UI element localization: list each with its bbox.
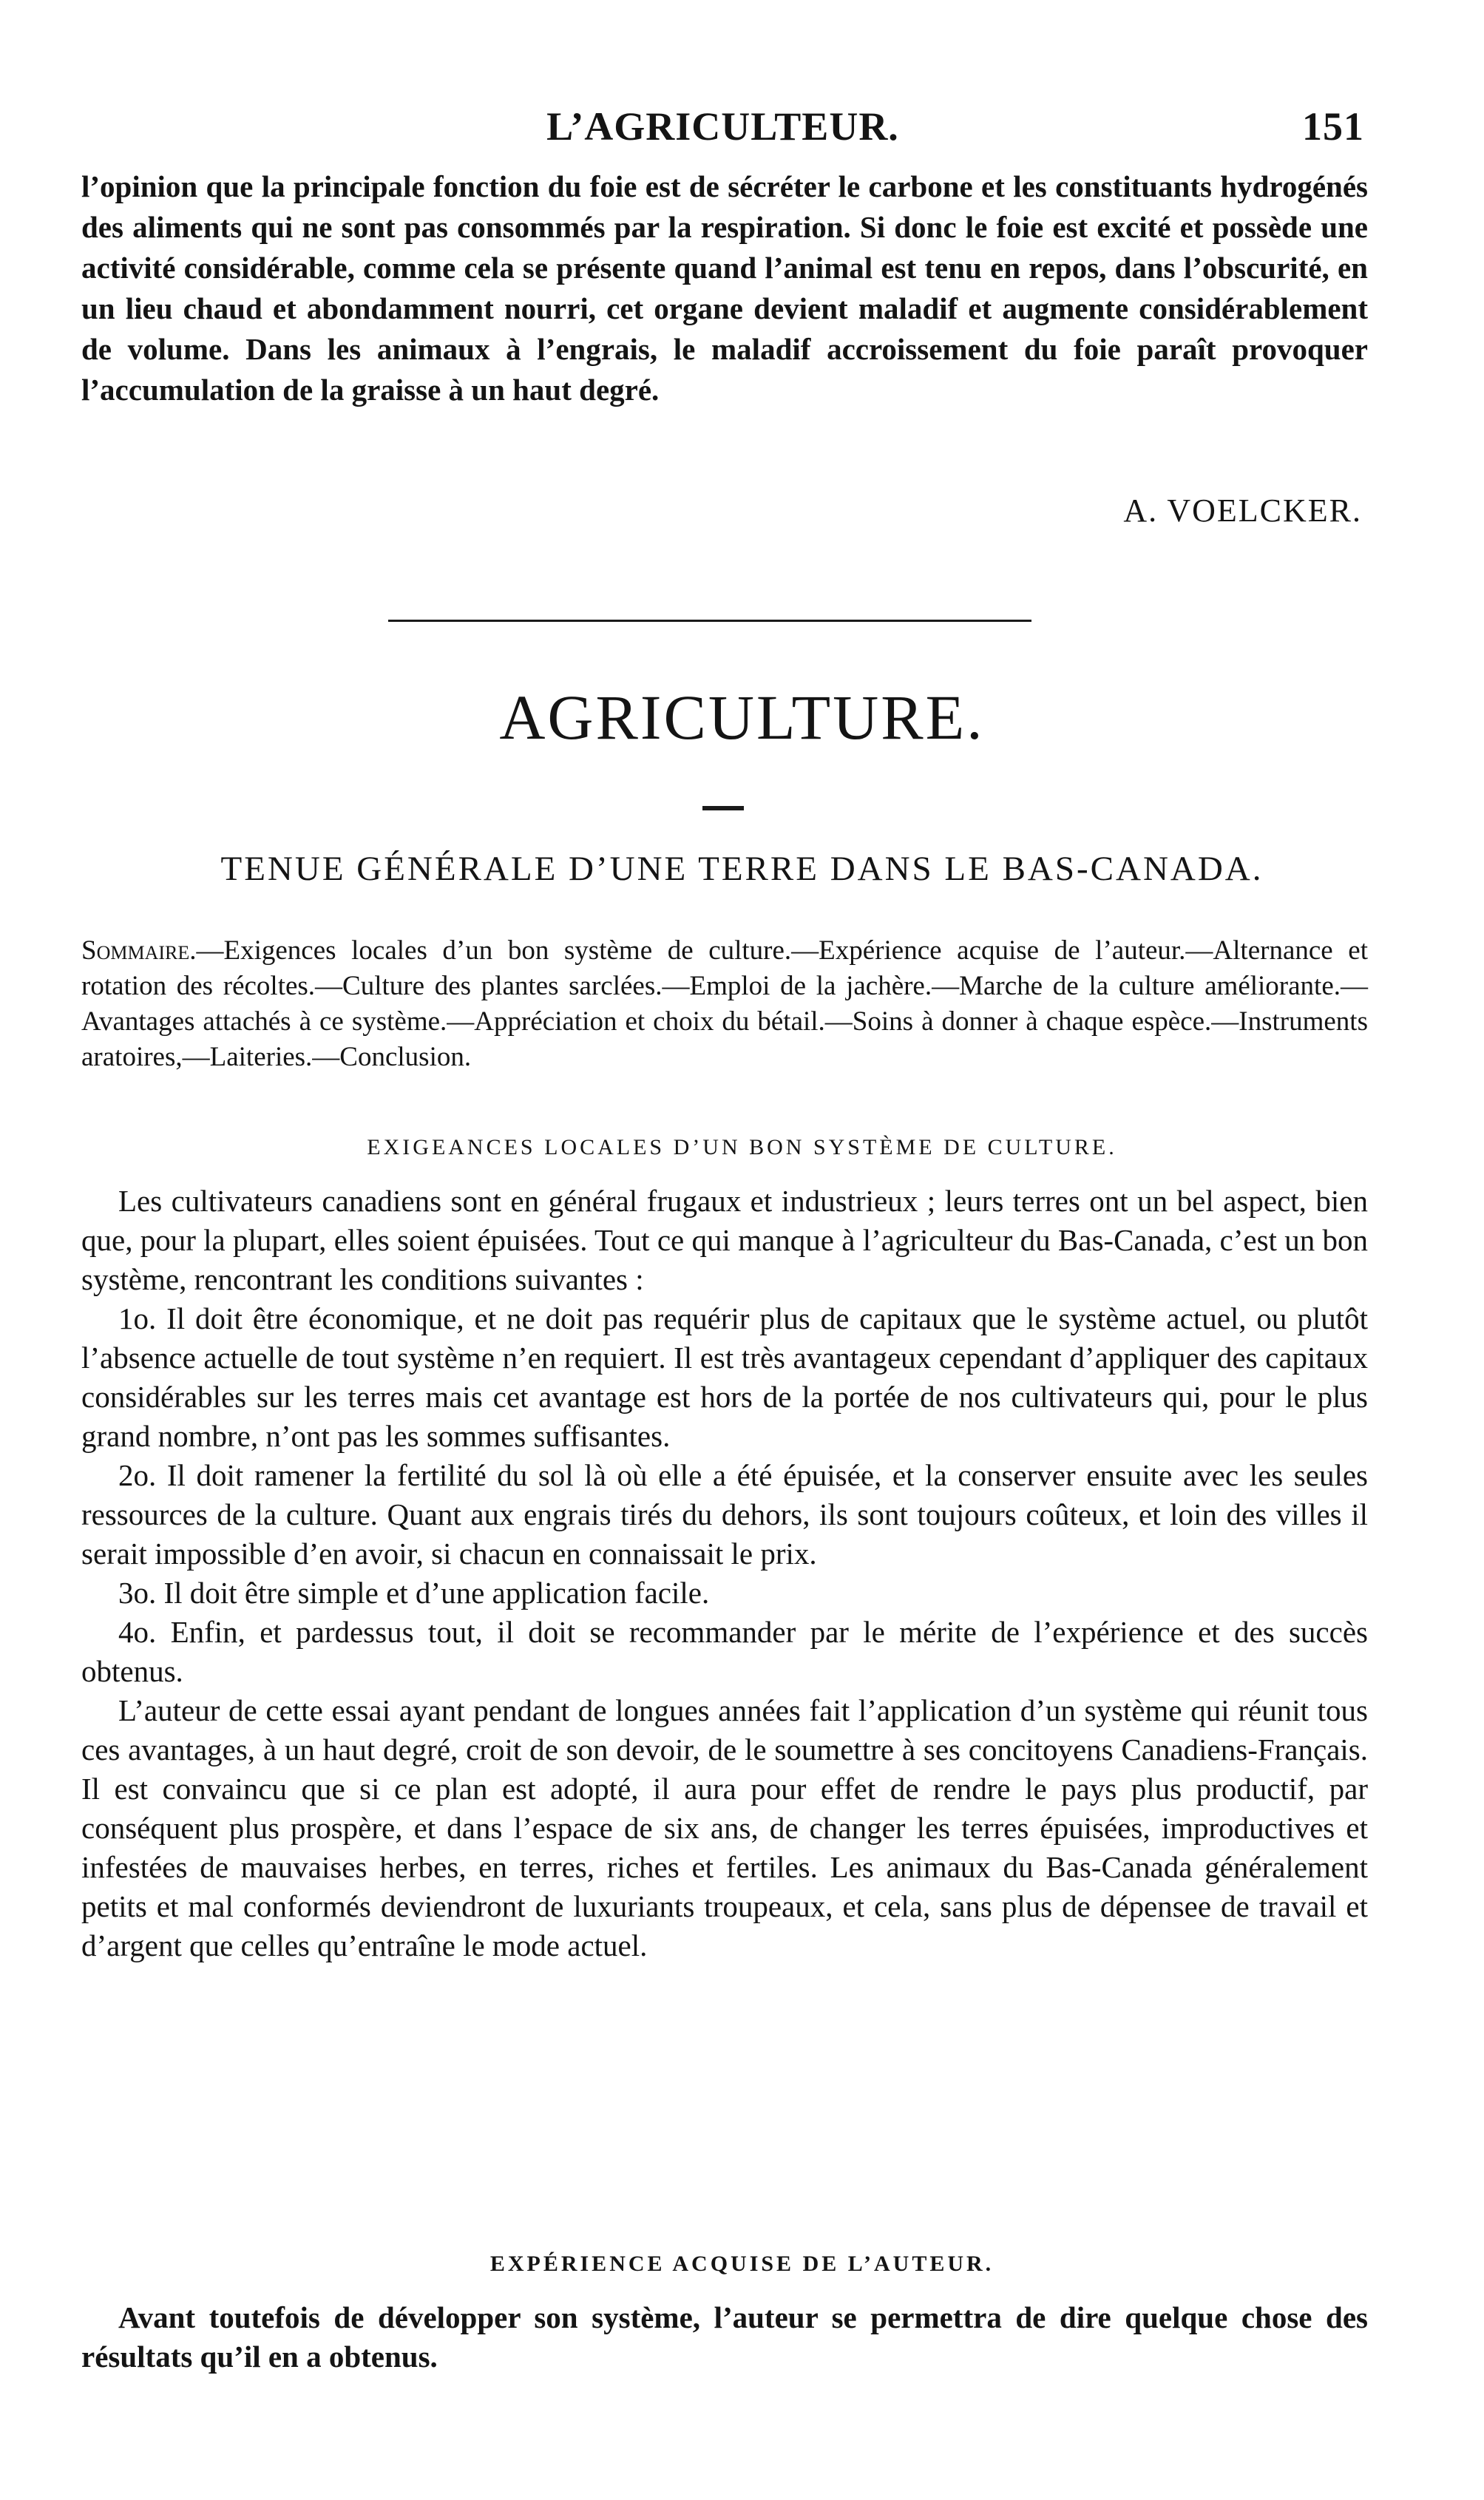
article-summary — [81, 933, 1368, 1075]
body-paragraph: 4o. Enfin, et pardessus tout, il doit se recommander par le mérite de l’expérience et des succès obtenus. — [81, 1615, 1368, 1688]
section-body-experience — [81, 2298, 1368, 2377]
summary-label: Sommaire. — [81, 935, 197, 966]
article-subtitle: TENUE GÉNÉRALE D’UNE TERRE DANS LE BAS-CANADA. — [220, 850, 1264, 888]
body-paragraph: Avant toutefois de développer son système, l’auteur se permettra de dire quelque chose des résultats qu’il en a obtenus. — [81, 2300, 1368, 2374]
body-paragraph: L’auteur de cette essai ayant pendant de longues années fait l’application d’un système qui réunit tous ces avantages, à un haut degré, croit de son devoir, de le soumettre à ses concitoyens Canadiens-Français. Il est convaincu que si ce plan est adopté, il aura pour effet de rendre le pays plus productif, par conséquent plus prospère, et dans l’espace de six ans, de changer les terres épuisées, improductives et infestées de mauvaises herbes, en terres, riches et fertiles. Les animaux du Bas-Canada généralement petits et mal conformés deviendront de luxuriants troupeaux, et cela, sans plus de dépensee de travail et d’argent que celles qu’entraîne le mode actuel. — [81, 1693, 1368, 1962]
summary-text: —Exigences locales d’un bon système de culture.—Expérience acquise de l’auteur.—Alternance et rotation des récoltes.—Culture des plantes sarclées.—Emploi de la jachère.—Marche de la culture améliorante.—Avantages attachés à ce système.—Appréciation et choix du bétail.—Soins à donner à chaque espèce.—Instruments aratoires,—Laiteries.—Conclusion. — [81, 935, 1368, 1072]
running-title: L’AGRICULTEUR. — [546, 104, 899, 149]
section-body-exigences — [81, 1182, 1368, 1965]
intro-paragraph: l’opinion que la principale fonction du foie est de sécréter le carbone et les constituants hydrogénés des aliments qui ne sont pas consommés par la respiration. Si donc le foie est excité et possède une activité considérable, comme cela se présente quand l’animal est tenu en repos, dans l’obscurité, en un lieu chaud et abondamment nourri, cet organe devient maladif et augmente considérablement de volume. Dans les animaux à l’engrais, le maladif accroissement du foie paraît provoquer l’accumulation de la graisse à un haut degré. — [81, 169, 1368, 407]
section-divider — [388, 620, 1031, 622]
author-signature: A. VOELCKER. — [1123, 492, 1362, 529]
title-dash — [702, 806, 744, 810]
section-heading-experience: EXPÉRIENCE ACQUISE DE L’AUTEUR. — [489, 2252, 995, 2276]
page-number: 151 — [1302, 104, 1364, 149]
body-paragraph: 1o. Il doit être économique, et ne doit pas requérir plus de capitaux que le système actuel, ou plutôt l’absence actuelle de tout système n’en requiert. Il est très avantageux cependant d’appliquer des capitaux considérables sur les terres mais cet avantage est hors de la portée de nos cultivateurs qui, pour le plus grand nombre, n’ont pas les sommes suffisantes. — [81, 1301, 1368, 1453]
body-paragraph: Les cultivateurs canadiens sont en général frugaux et industrieux ; leurs terres ont un bel aspect, bien que, pour la plupart, elles soient épuisées. Tout ce qui manque à l’agriculteur du Bas-Canada, c’est un bon système, rencontrant les conditions suivantes : — [81, 1184, 1368, 1296]
article-title: AGRICULTURE. — [499, 682, 985, 753]
section-heading-exigences: EXIGEANCES LOCALES D’UN BON SYSTÈME DE CULTURE. — [367, 1135, 1117, 1159]
body-paragraph: 3o. Il doit être simple et d’une application facile. — [118, 1576, 710, 1610]
body-paragraph: 2o. Il doit ramener la fertilité du sol là où elle a été épuisée, et la conserver ensuite avec les seules ressources de la culture. Quant aux engrais tirés du dehors, ils sont toujours coûteux, et loin des villes il serait impossible d’en avoir, si chacun en connaissait le prix. — [81, 1458, 1368, 1571]
running-header — [81, 104, 1364, 155]
